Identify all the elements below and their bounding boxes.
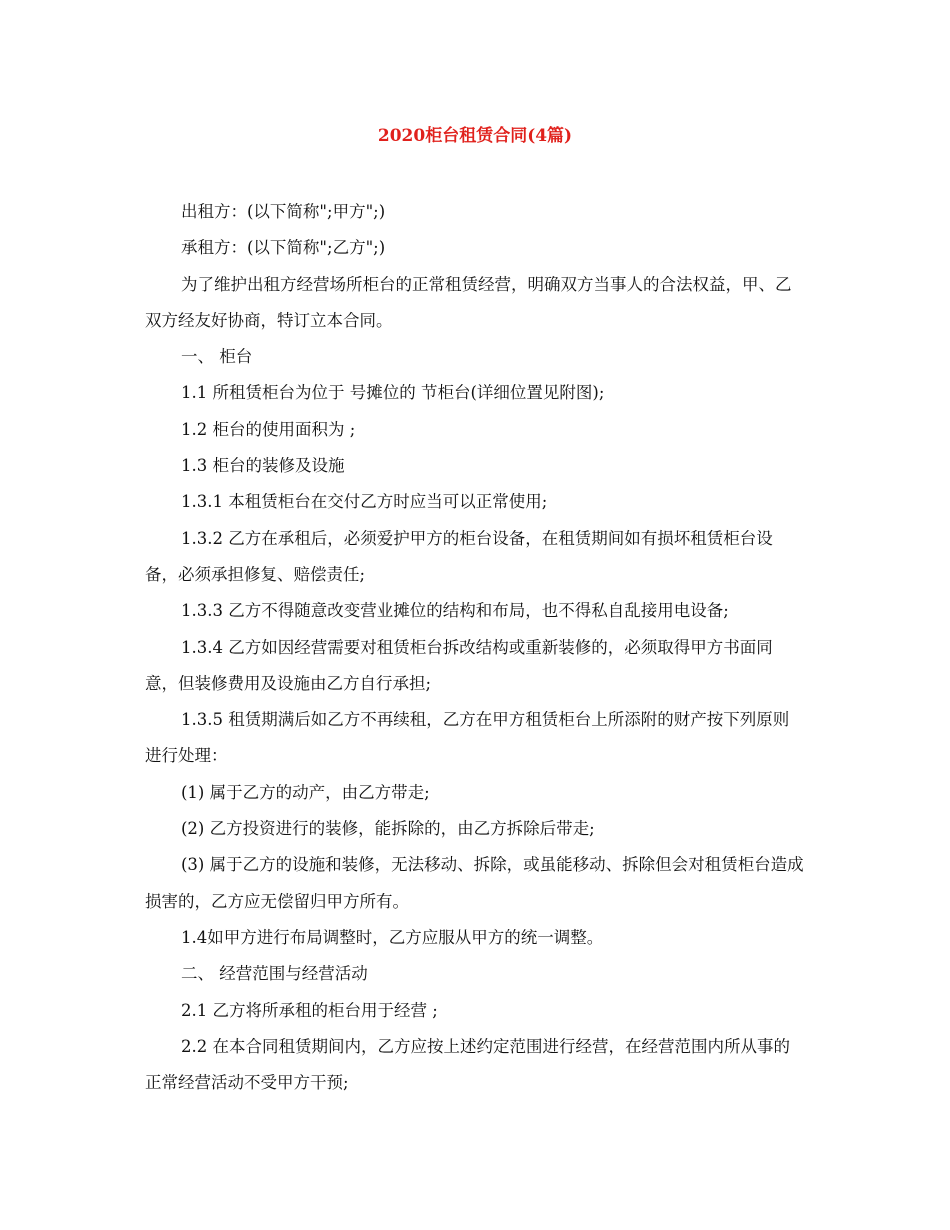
clause-1-3: 1.3 柜台的装修及设施 [181, 456, 345, 476]
clause-2-2: 2.2 在本合同租赁期间内，乙方应按上述约定范围进行经营，在经营范围内所从事的正常经营活动不受甲方干预; [145, 1036, 790, 1093]
clause-1-3-1: 1.3.1 本租赁柜台在交付乙方时应当可以正常使用; [181, 492, 548, 512]
paragraph-preamble: 为了维护出租方经营场所柜台的正常租赁经营，明确双方当事人的合法权益，甲、乙双方经友好协商，特订立本合同。 [145, 274, 792, 330]
section-heading-counter: 一、 柜台 [181, 347, 253, 367]
clause-1-3-2: 1.3.2 乙方在承租后，必须爱护甲方的柜台设备，在租赁期间如有损坏租赁柜台设备，必须承担修复、赔偿责任; [145, 528, 773, 584]
document-title: 2020柜台租赁合同(4篇) [377, 126, 573, 146]
section-heading-business-scope: 二、 经营范围与经营活动 [181, 964, 368, 984]
clause-2-1: 2.1 乙方将所承租的柜台用于经营 ; [181, 1000, 438, 1020]
paragraph-lessee: 承租方：(以下简称";乙方";) [181, 238, 386, 258]
clause-1-4: 1.4如甲方进行布局调整时，乙方应服从甲方的统一调整。 [181, 927, 604, 947]
clause-1-3-5: 1.3.5 租赁期满后如乙方不再续租，乙方在甲方租赁柜台上所添附的财产按下列原则进行处理： [145, 710, 790, 766]
item-3: (3) 属于乙方的设施和装修，无法移动、拆除，或虽能移动、拆除但会对租赁柜台造成损害的，乙方应无偿留归甲方所有。 [145, 855, 804, 911]
clause-1-3-4: 1.3.4 乙方如因经营需要对租赁柜台拆改结构或重新装修的，必须取得甲方书面同意，但装修费用及设施由乙方自行承担; [145, 637, 773, 693]
clause-1-2: 1.2 柜台的使用面积为 ; [181, 419, 356, 439]
clause-1-3-3: 1.3.3 乙方不得随意改变营业摊位的结构和布局，也不得私自乱接用电设备; [181, 601, 729, 621]
paragraph-lessor: 出租方：(以下简称";甲方";) [181, 202, 386, 221]
document-body [145, 194, 805, 1101]
clause-1-1: 1.1 所租赁柜台为位于 号摊位的 节柜台(详细位置见附图); [181, 383, 605, 403]
item-2: (2) 乙方投资进行的装修，能拆除的，由乙方拆除后带走; [181, 819, 595, 839]
item-1: (1) 属于乙方的动产，由乙方带走; [181, 782, 430, 802]
